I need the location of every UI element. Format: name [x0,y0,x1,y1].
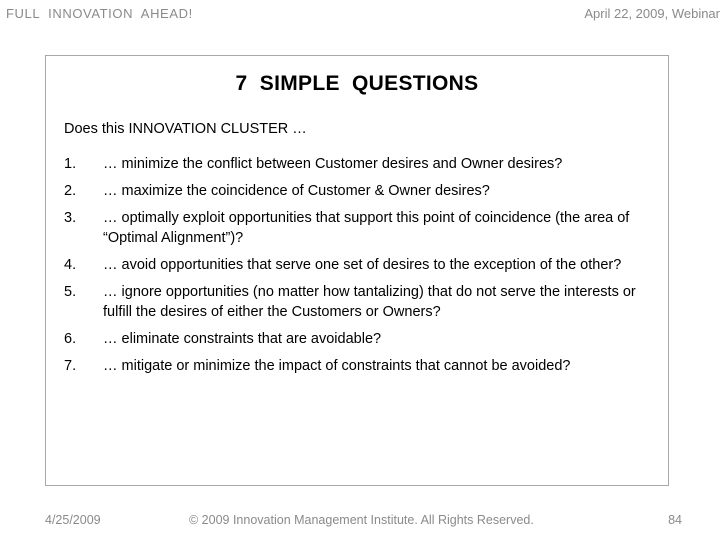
question-number: 7. [64,358,77,374]
question-item [64,356,664,376]
question-number: 2. [64,183,77,199]
question-number: 3. [64,210,77,226]
question-text: … mitigate or minimize the impact of constraints that cannot be avoided? [103,358,571,374]
question-number: 1. [64,156,77,172]
question-item [64,255,664,275]
footer-date: 4/25/2009 [45,513,101,527]
question-item [64,181,664,201]
question-number: 5. [64,284,77,300]
question-item [64,282,664,322]
slide-title: 7 SIMPLE QUESTIONS [235,72,479,95]
slide-intro: Does this INNOVATION CLUSTER … [64,121,307,137]
question-text: … optimally exploit opportunities that support this point of coincidence (the area of “Optimal Alignment”)? [103,210,630,246]
question-text: … avoid opportunities that serve one set of desires to the exception of the other? [103,257,622,273]
question-item [64,329,664,349]
header-date-event: April 22, 2009, Webinar [584,6,720,21]
question-number: 6. [64,331,77,347]
footer-copyright: © 2009 Innovation Management Institute. All Rights Reserved. [189,513,534,527]
question-text: … eliminate constraints that are avoidable? [103,331,382,347]
question-text: … minimize the conflict between Customer desires and Owner desires? [103,156,563,172]
slide-content-box [45,55,669,486]
question-item [64,208,664,248]
questions-list [64,154,664,383]
question-item [64,154,664,174]
footer-page-number: 84 [668,513,682,527]
question-text: … maximize the coincidence of Customer & Owner desires? [103,183,490,199]
question-text: … ignore opportunities (no matter how tantalizing) that do not serve the interests or fulfill the desires of either the Customers or Owners? [103,284,636,320]
header-title: FULL INNOVATION AHEAD! [6,6,193,21]
question-number: 4. [64,257,77,273]
